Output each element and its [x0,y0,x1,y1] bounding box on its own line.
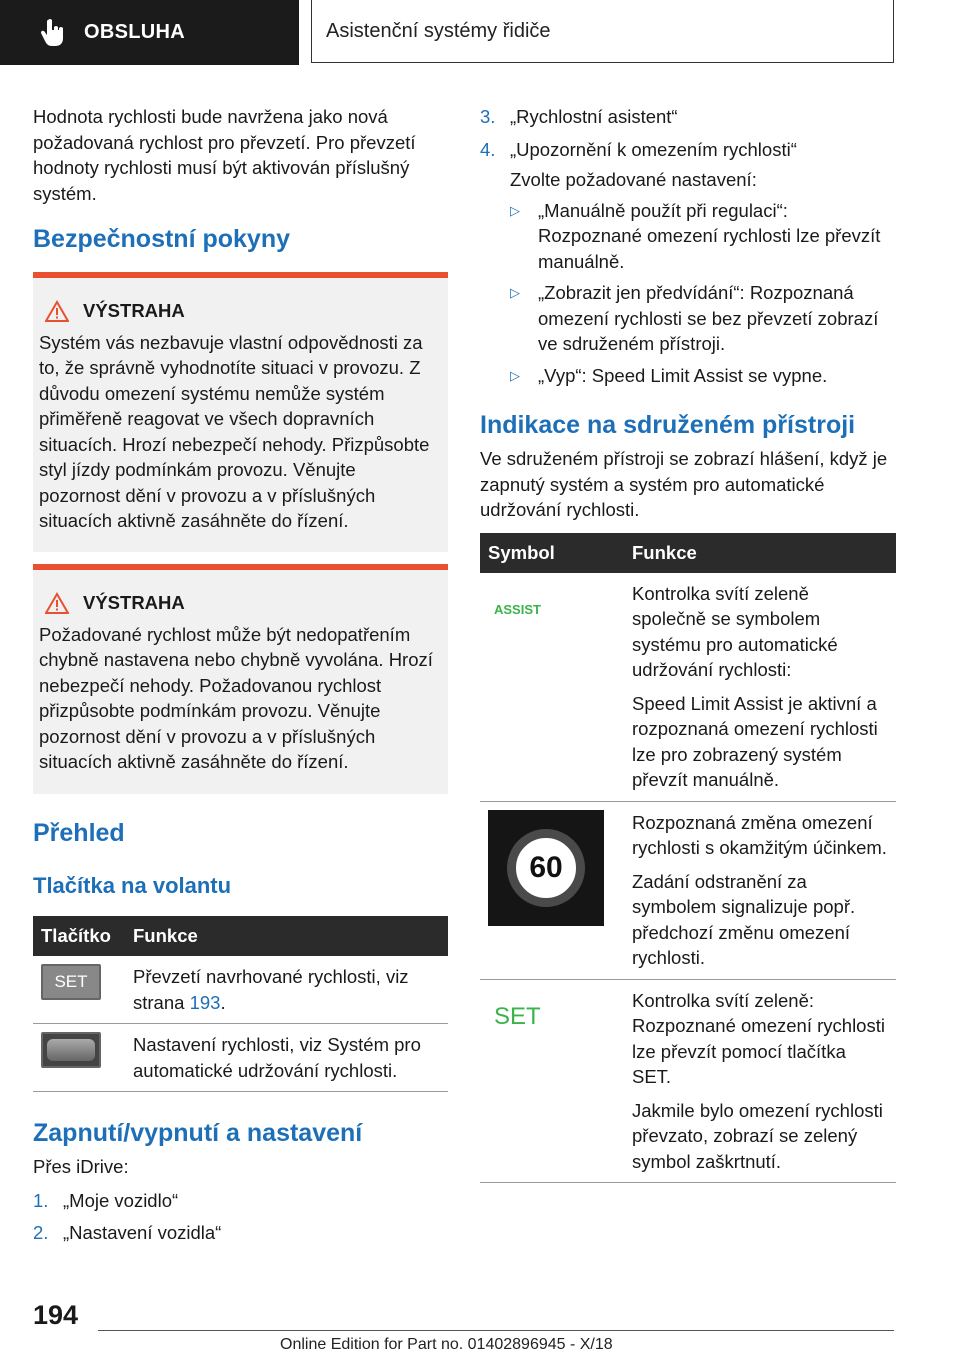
list-item: 2. „Nastavení vozidla“ [33,1222,222,1243]
triangle-bullet-icon: ▷ [510,367,520,383]
table-row [480,801,896,979]
set-button-icon: SET [41,964,101,1000]
warning-text: Požadované rychlost může být nedopatřením chybně nastavena nebo chybně vyvolána. Hrozí nebezpečí nehody. Požadovanou rychlost přizpůsobte podmínkám provozu. Věnujte pozornost dění v provozu a v příslušných situacích aktivně zasáhněte do řízení. [39,623,433,772]
onoff-heading: Zapnutí/vypnutí a nastavení [33,1119,363,1147]
overview-heading: Přehled [33,819,125,847]
via-text: Přes iDrive: [33,1156,129,1177]
cell-text: Jakmile bylo omezení rychlosti převzato, zobrazí se zelený symbol zaškrtnutí. [632,1099,883,1172]
list-item: 3. „Rychlostní asistent“ [480,106,678,127]
table-header: Tlačítko [33,916,125,956]
steps-list [33,1188,448,1246]
warning-title: VÝSTRAHA [83,592,185,613]
section-label: OBSLUHA [84,21,185,43]
warning-title: VÝSTRAHA [83,300,185,321]
page-number: 194 [33,1300,79,1330]
options-list [510,198,896,389]
table-header: Funkce [125,916,448,956]
table-row [480,979,896,1183]
list-item: ▷ „Zobrazit jen předvídání“: Rozpoznaná omezení rychlosti se bez převzetí zobrazí ve sdruženém přístroji. [510,280,896,357]
buttons-table [33,916,448,1092]
table-header: Symbol [480,533,624,573]
list-item: ▷ „Vyp“: Speed Limit Assist se vypne. [510,363,896,389]
table-row [33,956,448,1024]
cell-text: Zadání odstranění za symbolem signalizuje popř. předchozí změnu omezení rychlosti. [632,870,856,968]
cell-text: Převzetí navrhované rychlosti, viz strana [133,966,409,1013]
rocker-switch-icon [41,1032,101,1068]
set-green-symbol: SET [494,1002,541,1030]
intro-text: Hodnota rychlosti bude navržena jako nová požadovaná rychlost pro převzetí. Pro převzetí hodnoty rychlosti musí být aktivován příslušný systém. [33,106,416,204]
symbols-table [480,533,896,1184]
warning-box [33,272,448,552]
steps-list [480,104,896,162]
choose-text: Zvolte požadované nastavení: [510,169,757,190]
buttons-heading: Tlačítka na volantu [33,873,232,898]
warning-box [33,564,448,794]
triangle-bullet-icon: ▷ [510,285,520,300]
safety-heading: Bezpečnostní pokyny [33,225,290,253]
cell-text: Rozpoznaná změna omezení rychlosti s okamžitým účinkem. [632,811,887,858]
cell-text: Nastavení rychlosti, viz Systém pro automatické udržování rychlosti. [125,1024,448,1092]
edition-text: Online Edition for Part no. 01402896945 - X/18 [280,1336,613,1353]
left-column [33,104,448,1246]
table-row [480,573,896,802]
display-text: Ve sdruženém přístroji se zobrazí hlášení, když je zapnutý systém a systém pro automatické udržování rychlosti. [480,448,888,520]
cell-punct: . [220,991,226,1013]
triangle-bullet-icon: ▷ [510,202,520,218]
chapter-title: Asistenční systémy řidiče [326,19,551,42]
table-header: Funkce [624,533,896,573]
chapter-header [311,0,894,63]
display-heading: Indikace na sdruženém přístroji [480,411,856,439]
speed-limit-value: 60 [529,850,563,884]
list-item: ▷ „Manuálně použít při regulaci“: Rozpoznané omezení rychlosti lze převzít manuálně. [510,198,896,275]
list-item: 4. „Upozornění k omezením rychlosti“ [480,138,797,160]
list-item: 1. „Moje vozidlo“ [33,1189,179,1211]
cell-text: Speed Limit Assist je aktivní a rozpoznaná omezení rychlosti lze pro zobrazený systém převzít manuálně. [632,692,878,790]
warning-text: Systém vás nezbavuje vlastní odpovědnosti za to, že správně vyhodnotíte situaci v provozu. Z důvodu omezení systému nemůže systém přiměřeně reagovat ve všech dopravních situacích. Hrozí nebezpečí nehody. Přizpůsobte styl jízdy podmínkám provozu. Věnujte pozornost dění v provozu a v příslušných situacích aktivně zasáhněte do řízení. [39,331,430,531]
section-tab [0,0,299,65]
speed-limit-sign-icon [488,810,604,926]
footer-divider [98,1330,894,1331]
table-row [33,1024,448,1092]
assist-symbol: ASSIST [494,601,541,617]
warning-triangle-icon [45,300,69,322]
page-link[interactable]: 193 [189,991,221,1013]
warning-triangle-icon [45,592,69,614]
cell-text: Kontrolka svítí zeleně: Rozpoznané omezení rychlosti lze převzít pomocí tlačítka SET. [632,989,885,1087]
cell-text: Kontrolka svítí zeleně společně se symbolem systému pro automatické udržování rychlosti: [632,582,838,680]
right-column [480,104,896,1183]
hand-icon [40,18,66,48]
